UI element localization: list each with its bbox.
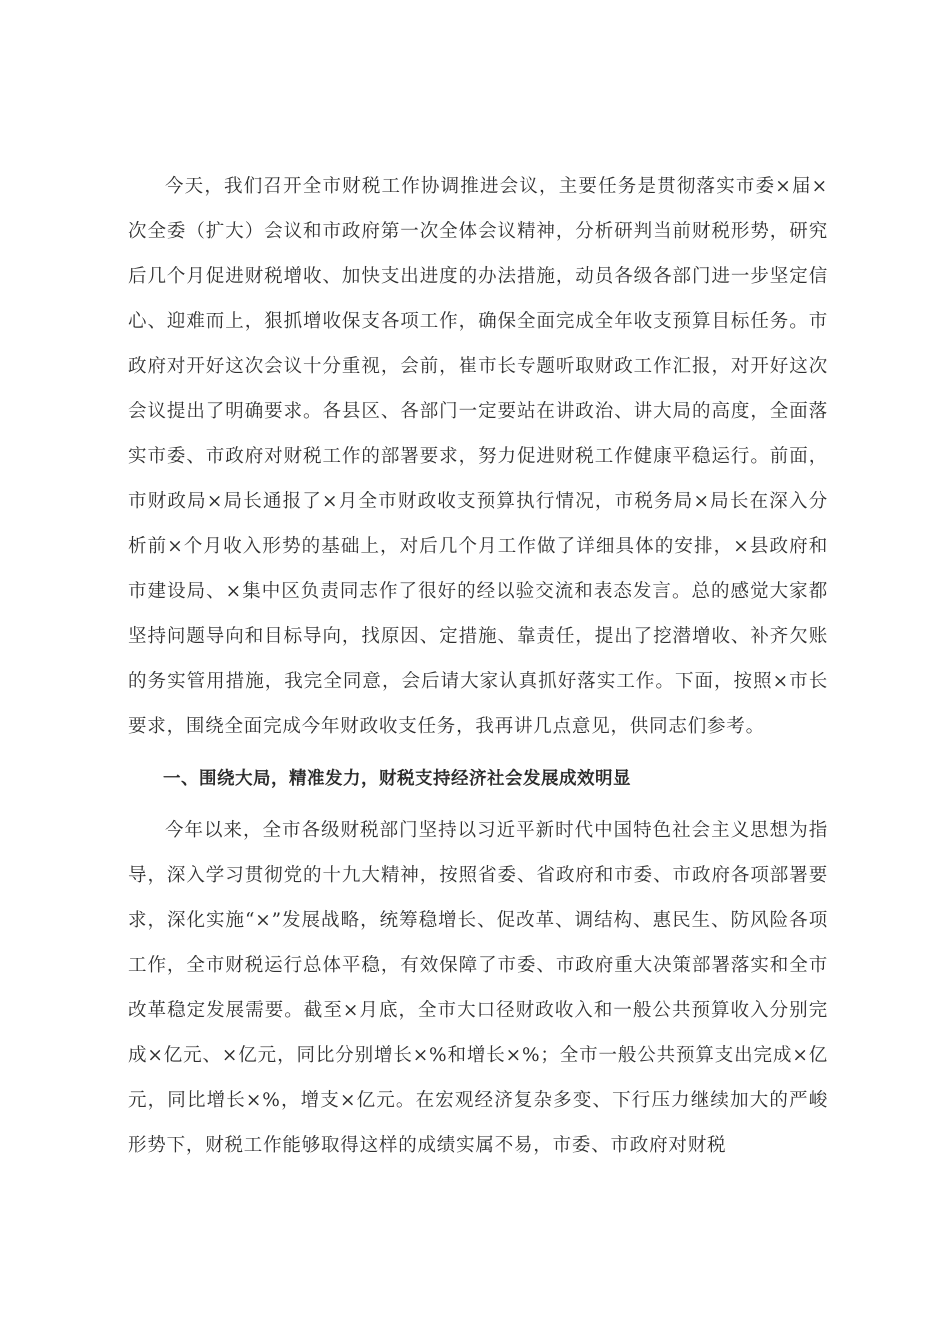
section-heading: 一、围绕大局，精准发力，财税支持经济社会发展成效明显 <box>163 769 631 789</box>
section-paragraph: 今年以来，全市各级财税部门坚持以习近平新时代中国特色社会主义思想为指导，深入学习贯彻党的十九大精神，按照省委、省政府和市委、市政府各项部署要求，深化实施“×”发展战略，统筹稳增长、促改革、调结构、惠民生、防风险各项工作，全市财税运行总体平稳，有效保障了市委、市政府重大决策部署落实和全市改革稳定发展需要。截至×月底，全市大口径财政收入和一般公共预算收入分别完成×亿元、×亿元，同比分别增长×%和增长×%；全市一般公共预算支出完成×亿元，同比增长×%，增支×亿元。在宏观经济复杂多变、下行压力继续加大的严峻形势下，财税工作能够取得这样的成绩实属不易，市委、市政府对财税 <box>128 820 828 1156</box>
intro-paragraph: 今天，我们召开全市财税工作协调推进会议，主要任务是贯彻落实市委×届×次全委（扩大）会议和市政府第一次全体会议精神，分析研判当前财税形势，研究后几个月促进财税增收、加快支出进度的办法措施，动员各级各部门进一步坚定信心、迎难而上，狠抓增收保支各项工作，确保全面完成全年收支预算目标任务。市政府对开好这次会议十分重视，会前，崔市长专题听取财政工作汇报，对开好这次会议提出了明确要求。各县区、各部门一定要站在讲政治、讲大局的高度，全面落实市委、市政府对财税工作的部署要求，努力促进财税工作健康平稳运行。前面，市财政局×局长通报了×月全市财政收支预算执行情况，市税务局×局长在深入分析前×个月收入形势的基础上，对后几个月工作做了详细具体的安排，×县政府和市建设局、×集中区负责同志作了很好的经以验交流和表态发言。总的感觉大家都坚持问题导向和目标导向，找原因、定措施、靠责任，提出了挖潜增收、补齐欠账的务实管用措施，我完全同意，会后请大家认真抓好落实工作。下面，按照×市长要求，围绕全面完成今年财政收支任务，我再讲几点意见，供同志们参考。 <box>128 176 828 737</box>
document-body <box>128 164 828 1168</box>
